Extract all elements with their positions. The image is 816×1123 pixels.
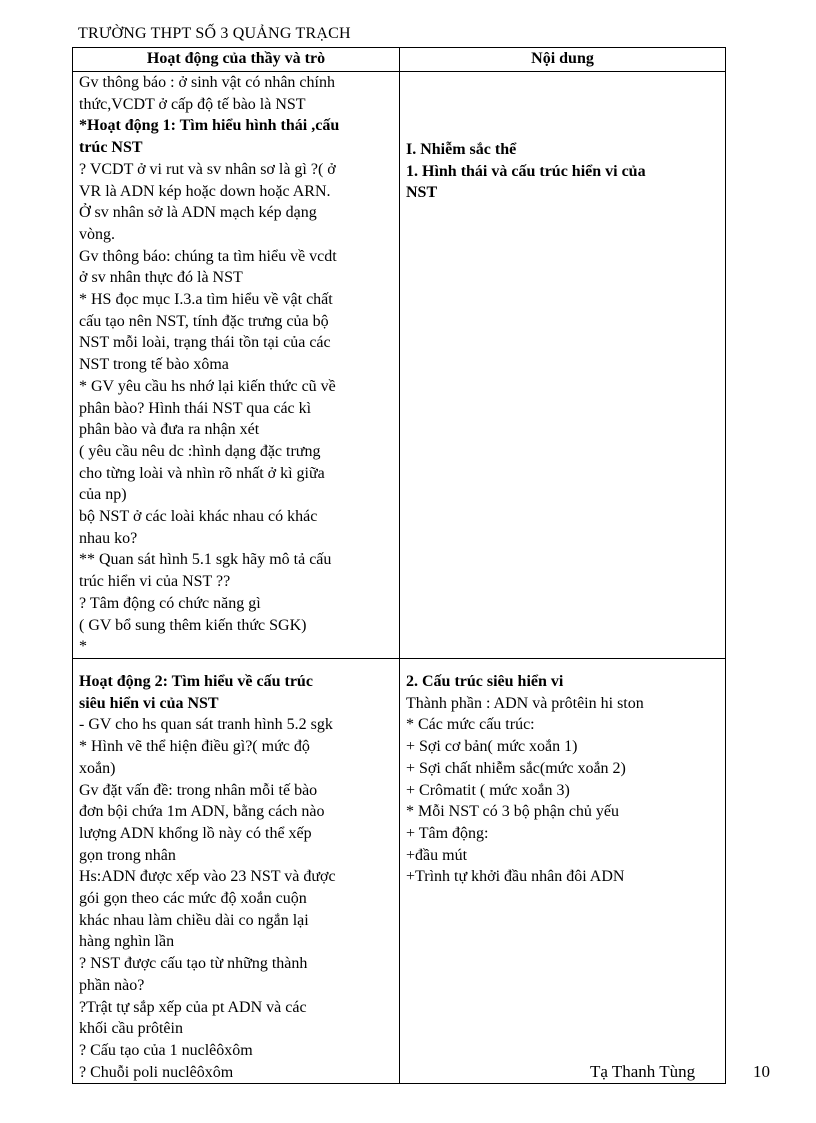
school-header: TRƯỜNG THPT SỐ 3 QUẢNG TRẠCH bbox=[78, 25, 351, 42]
text-line: trúc hiển vi của NST ?? bbox=[79, 573, 231, 591]
text-line: cấu tạo nên NST, tính đặc trưng của bộ bbox=[79, 312, 329, 330]
text-line: 2. Cấu trúc siêu hiển vi bbox=[406, 672, 564, 690]
footer-author: Tạ Thanh Tùng bbox=[590, 1062, 696, 1081]
page-number: 10 bbox=[753, 1062, 770, 1081]
table-row bbox=[73, 72, 726, 659]
text-line: ? Cấu tạo của 1 nuclêôxôm bbox=[79, 1041, 253, 1059]
text-line: vòng. bbox=[79, 225, 115, 243]
text-line: 1. Hình thái và cấu trúc hiển vi của bbox=[406, 162, 646, 180]
text-line: * HS đọc mục I.3.a tìm hiểu về vật chất bbox=[79, 291, 333, 309]
lesson-table bbox=[72, 47, 726, 1084]
text-line: ( GV bổ sung thêm kiến thức SGK) bbox=[79, 616, 307, 634]
table-row bbox=[73, 658, 726, 1083]
text-line: thức,VCDT ở cấp độ tế bào là NST bbox=[79, 95, 306, 113]
text-line: + Sợi chất nhiễm sắc(mức xoắn 2) bbox=[406, 759, 626, 777]
text-line: ?Trật tự sắp xếp của pt ADN và các bbox=[79, 998, 307, 1016]
text-line: Gv thông báo: chúng ta tìm hiểu về vcdt bbox=[79, 247, 337, 265]
text-line: phân bào và đưa ra nhận xét bbox=[79, 421, 260, 439]
activity-2-lines bbox=[79, 671, 393, 1083]
text-line: Hoạt động 2: Tìm hiểu về cấu trúc bbox=[79, 672, 313, 690]
text-line: ? Chuỗi poli nuclêôxôm bbox=[79, 1063, 234, 1081]
text-line: khối cầu prôtêin bbox=[79, 1020, 183, 1038]
content-1-spacer bbox=[406, 72, 719, 139]
text-line: +đầu mút bbox=[406, 846, 468, 864]
text-line: Gv thông báo : ở sinh vật có nhân chính bbox=[79, 74, 335, 91]
text-line: bộ NST ở các loài khác nhau có khác bbox=[79, 508, 318, 526]
text-line: * Các mức cấu trúc: bbox=[406, 716, 535, 734]
text-line: ? NST được cấu tạo từ những thành bbox=[79, 955, 308, 973]
text-line: NST trong tế bào xôma bbox=[79, 356, 229, 374]
text-line: đơn bội chứa 1m ADN, bằng cách nào bbox=[79, 803, 325, 821]
text-line: +Trình tự khởi đầu nhân đôi ADN bbox=[406, 868, 625, 886]
text-line: Gv đặt vấn đề: trong nhân mỗi tế bào bbox=[79, 781, 318, 799]
text-line: phần nào? bbox=[79, 976, 145, 994]
text-line: khác nhau làm chiều dài co ngắn lại bbox=[79, 911, 309, 929]
text-line: phân bào? Hình thái NST qua các kì bbox=[79, 399, 312, 417]
text-line: + Crômatit ( mức xoắn 3) bbox=[406, 781, 570, 799]
text-line: cho từng loài và nhìn rõ nhất ở kì giữa bbox=[79, 464, 325, 482]
text-line: nhau ko? bbox=[79, 529, 138, 547]
header-activities: Hoạt động của thầy và trò bbox=[73, 48, 400, 72]
activity-1-cell bbox=[73, 72, 400, 659]
text-line: ? Tâm động có chức năng gì bbox=[79, 594, 261, 612]
content-2-lines bbox=[406, 671, 719, 888]
content-1-cell bbox=[400, 72, 726, 659]
text-line: của np) bbox=[79, 486, 127, 504]
text-line: - GV cho hs quan sát tranh hình 5.2 sgk bbox=[79, 716, 333, 734]
header-content: Nội dung bbox=[400, 48, 726, 72]
text-line: NST bbox=[406, 184, 438, 202]
activity-2-gap bbox=[79, 659, 393, 671]
content-2-gap bbox=[406, 659, 719, 671]
content-2-cell bbox=[400, 658, 726, 1083]
text-line: ( yêu cầu nêu dc :hình dạng đặc trưng bbox=[79, 442, 321, 460]
text-line: Ở sv nhân sở là ADN mạch kép dạng bbox=[79, 204, 317, 222]
text-line: * bbox=[79, 638, 87, 656]
text-line: ? VCDT ở vi rut và sv nhân sơ là gì ?( ở bbox=[79, 160, 336, 178]
text-line: *Hoạt động 1: Tìm hiểu hình thái ,cấu bbox=[79, 117, 340, 135]
text-line: NST mỗi loài, trạng thái tồn tại của các bbox=[79, 334, 331, 352]
text-line: Hs:ADN được xếp vào 23 NST và được bbox=[79, 868, 336, 886]
text-line: trúc NST bbox=[79, 139, 143, 157]
text-line: I. Nhiễm sắc thể bbox=[406, 141, 517, 158]
text-line: + Sợi cơ bản( mức xoắn 1) bbox=[406, 738, 578, 756]
text-line: gói gọn theo các mức độ xoắn cuộn bbox=[79, 890, 307, 908]
text-line: Thành phần : ADN và prôtêin hi ston bbox=[406, 694, 644, 712]
text-line: * GV yêu cầu hs nhớ lại kiến thức cũ về bbox=[79, 377, 336, 395]
content-1-lines bbox=[406, 139, 719, 204]
text-line: * Hình vẽ thể hiện điều gì?( mức độ bbox=[79, 738, 310, 756]
text-line: VR là ADN kép hoặc down hoặc ARN. bbox=[79, 182, 331, 200]
table-header-row bbox=[73, 48, 726, 72]
text-line: ở sv nhân thực đó là NST bbox=[79, 269, 243, 287]
activity-2-cell bbox=[73, 658, 400, 1083]
text-line: ** Quan sát hình 5.1 sgk hãy mô tả cấu bbox=[79, 551, 332, 569]
text-line: xoắn) bbox=[79, 759, 116, 777]
text-line: gọn trong nhân bbox=[79, 846, 176, 864]
text-line: + Tâm động: bbox=[406, 824, 489, 842]
text-line: * Mỗi NST có 3 bộ phận chủ yếu bbox=[406, 803, 620, 821]
text-line: siêu hiển vi của NST bbox=[79, 694, 219, 712]
text-line: lượng ADN khổng lồ này có thể xếp bbox=[79, 824, 312, 842]
text-line: hàng nghìn lần bbox=[79, 933, 175, 951]
